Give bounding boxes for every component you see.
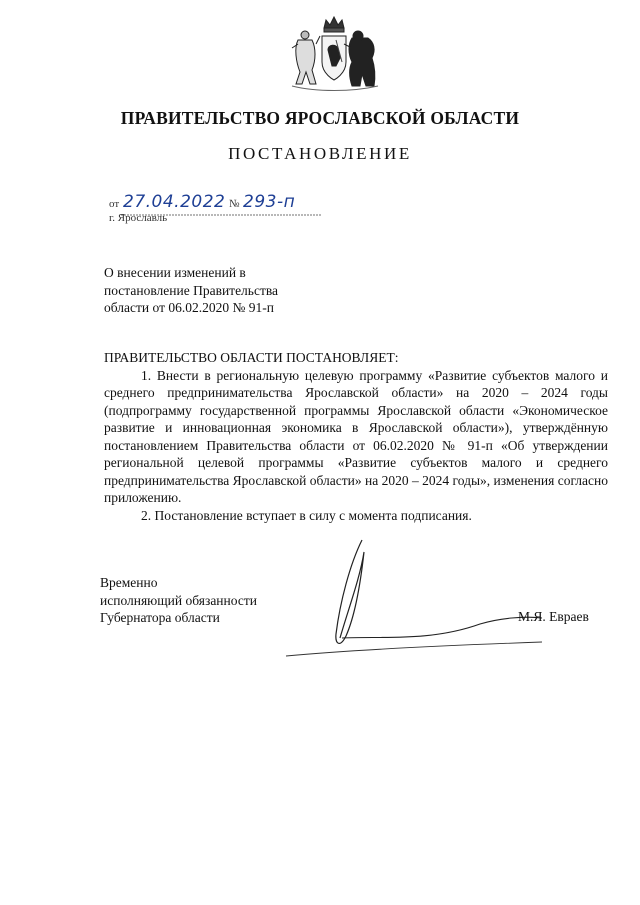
subject-block	[104, 264, 344, 317]
position-line: исполняющий обязанности	[100, 592, 257, 608]
position-line: Губернатора области	[100, 610, 220, 625]
city-label: г. Ярославль	[109, 212, 168, 224]
document-type: ПОСТАНОВЛЕНИЕ	[228, 144, 412, 163]
subject-line: области от 06.02.2020 № 91-п	[104, 300, 274, 315]
government-title: ПРАВИТЕЛЬСТВО ЯРОСЛАВСКОЙ ОБЛАСТИ	[120, 108, 520, 128]
coat-of-arms-icon	[286, 14, 382, 92]
document-number: 293-п	[243, 192, 296, 212]
signatory-position	[100, 574, 300, 627]
document-date: 27.04.2022	[123, 192, 226, 212]
decree-paragraph-2: 2. Постановление вступает в силу с момента подписания.	[141, 507, 472, 523]
subject-line: О внесении изменений в	[104, 265, 246, 280]
number-prefix: №	[229, 198, 240, 210]
signer-name: М.Я. Евраев	[518, 609, 589, 624]
date-prefix: от	[109, 198, 120, 210]
decree-body	[104, 349, 608, 524]
decree-paragraph-1: 1. Внести в региональную целевую программу «Развитие субъектов малого и среднего предпринимательства Ярославской области» на 2020 – 2024 годы (подпрограмму государственной программы Ярославской области «Экономическое развитие и инновационная экономика в Ярославской области»), утверждённую постановлением Правительства области от 06.02.2020 № 91-п «Об утверждении региональной целевой программы «Развитие субъектов малого и среднего предпринимательства Ярославской области» на 2020 – 2024 годы», изменения согласно приложению.	[104, 367, 608, 505]
position-line: Временно	[100, 575, 158, 590]
decree-heading: ПРАВИТЕЛЬСТВО ОБЛАСТИ ПОСТАНОВЛЯЕТ:	[104, 350, 399, 365]
handwritten-signature	[280, 538, 560, 668]
subject-line: постановление Правительства	[104, 282, 279, 298]
